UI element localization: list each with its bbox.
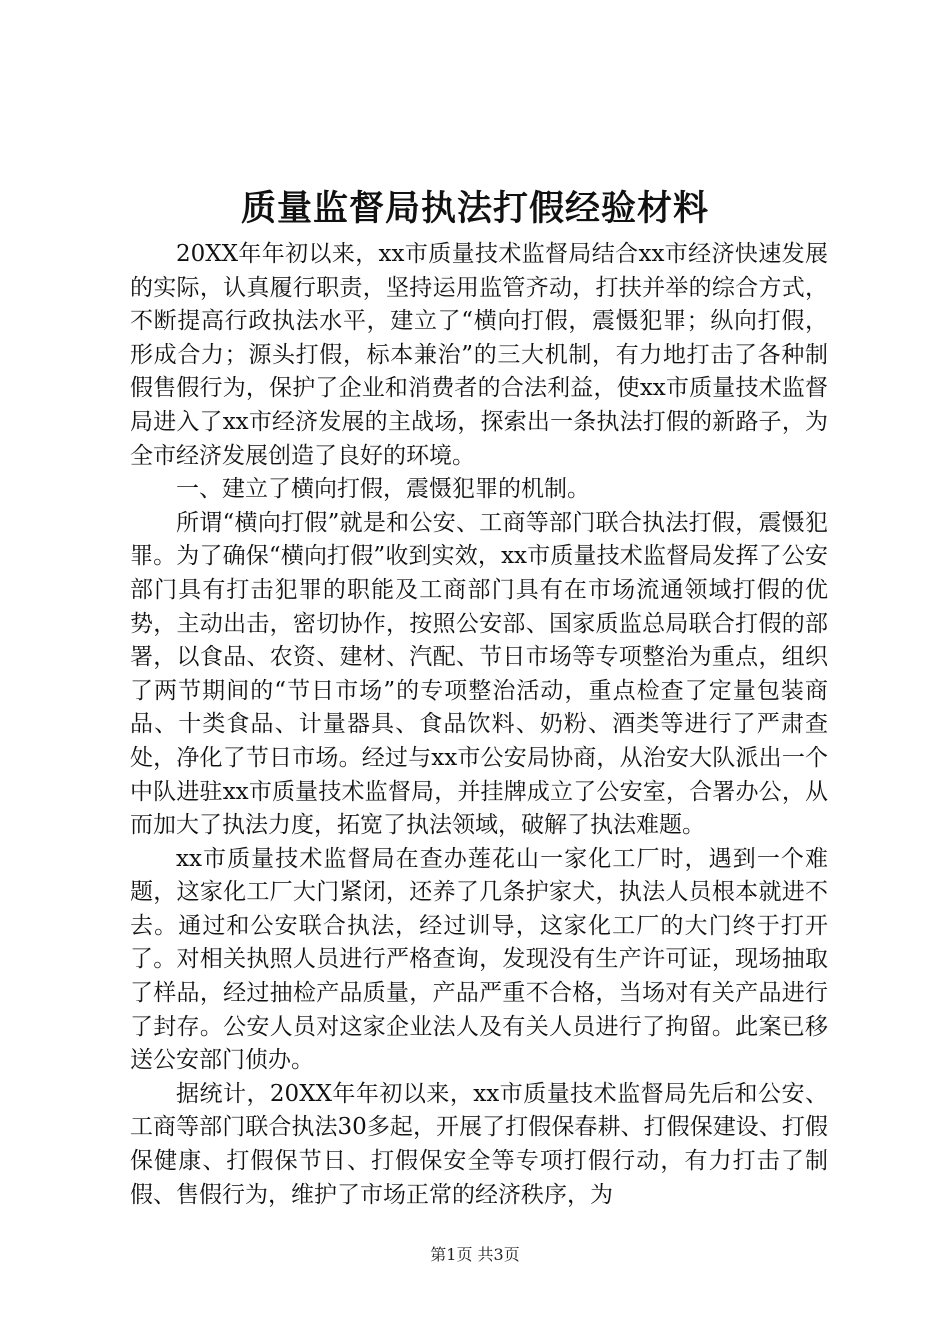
paragraph-chemical-plant-case: xx市质量技术监督局在查办莲花山一家化工厂时，遇到一个难题，这家化工厂大门紧闭，还养了几条护家犬，执法人员根本就进不去。通过和公安联合执法，经过训导，这家化工厂的大门终于打开了。对相关执照人员进行严格查询，发现没有生产许可证，现场抽取了样品，经过抽检产品质量，产品严重不合格，当场对有关产品进行了封存。公安人员对这家企业法人及有关人员进行了拘留。此案已移送公安部门侦办。	[130, 845, 828, 1074]
paragraph-horizontal-crackdown: 所谓“横向打假”就是和公安、工商等部门联合执法打假，震慑犯罪。为了确保“横向打假”收到实效，xx市质量技术监督局发挥了公安部门具有打击犯罪的职能及工商部门具有在市场流通领域打假的优势，主动出击，密切协作，按照公安部、国家质监总局联合打假的部署，以食品、农资、建材、汽配、节日市场等专项整治为重点，组织了两节期间的“节日市场”的专项整治活动，重点检查了定量包装商品、十类食品、计量器具、食品饮料、奶粉、酒类等进行了严肃查处，净化了节日市场。经过与xx市公安局协商，从治安大队派出一个中队进驻xx市质量技术监督局，并挂牌成立了公安室，合署办公，从而加大了执法力度，拓宽了执法领域，破解了执法难题。	[130, 509, 828, 839]
page-number-footer: 第1页 共3页	[430, 1245, 520, 1264]
document-title: 质量监督局执法打假经验材料	[240, 188, 709, 229]
paragraph-intro: 20XX年年初以来，xx市质量技术监督局结合xx市经济快速发展的实际，认真履行职责，坚持运用监管齐动，打扶并举的综合方式，不断提高行政执法水平，建立了“横向打假，震慑犯罪；纵向打假，形成合力；源头打假，标本兼治”的三大机制，有力地打击了各种制假售假行为，保护了企业和消费者的合法利益，使xx市质量技术监督局进入了xx市经济发展的主战场，探索出一条执法打假的新路子，为全市经济发展创造了良好的环境。	[130, 241, 828, 469]
paragraph-statistics: 据统计，20XX年年初以来，xx市质量技术监督局先后和公安、工商等部门联合执法30多起，开展了打假保春耕、打假保建设、打假保健康、打假保节日、打假保安全等专项打假行动，有力打击了制假、售假行为，维护了市场正常的经济秩序，为	[130, 1080, 828, 1208]
document-body	[130, 238, 828, 1212]
paragraph-section-heading: 一、建立了横向打假，震慑犯罪的机制。	[176, 476, 590, 503]
